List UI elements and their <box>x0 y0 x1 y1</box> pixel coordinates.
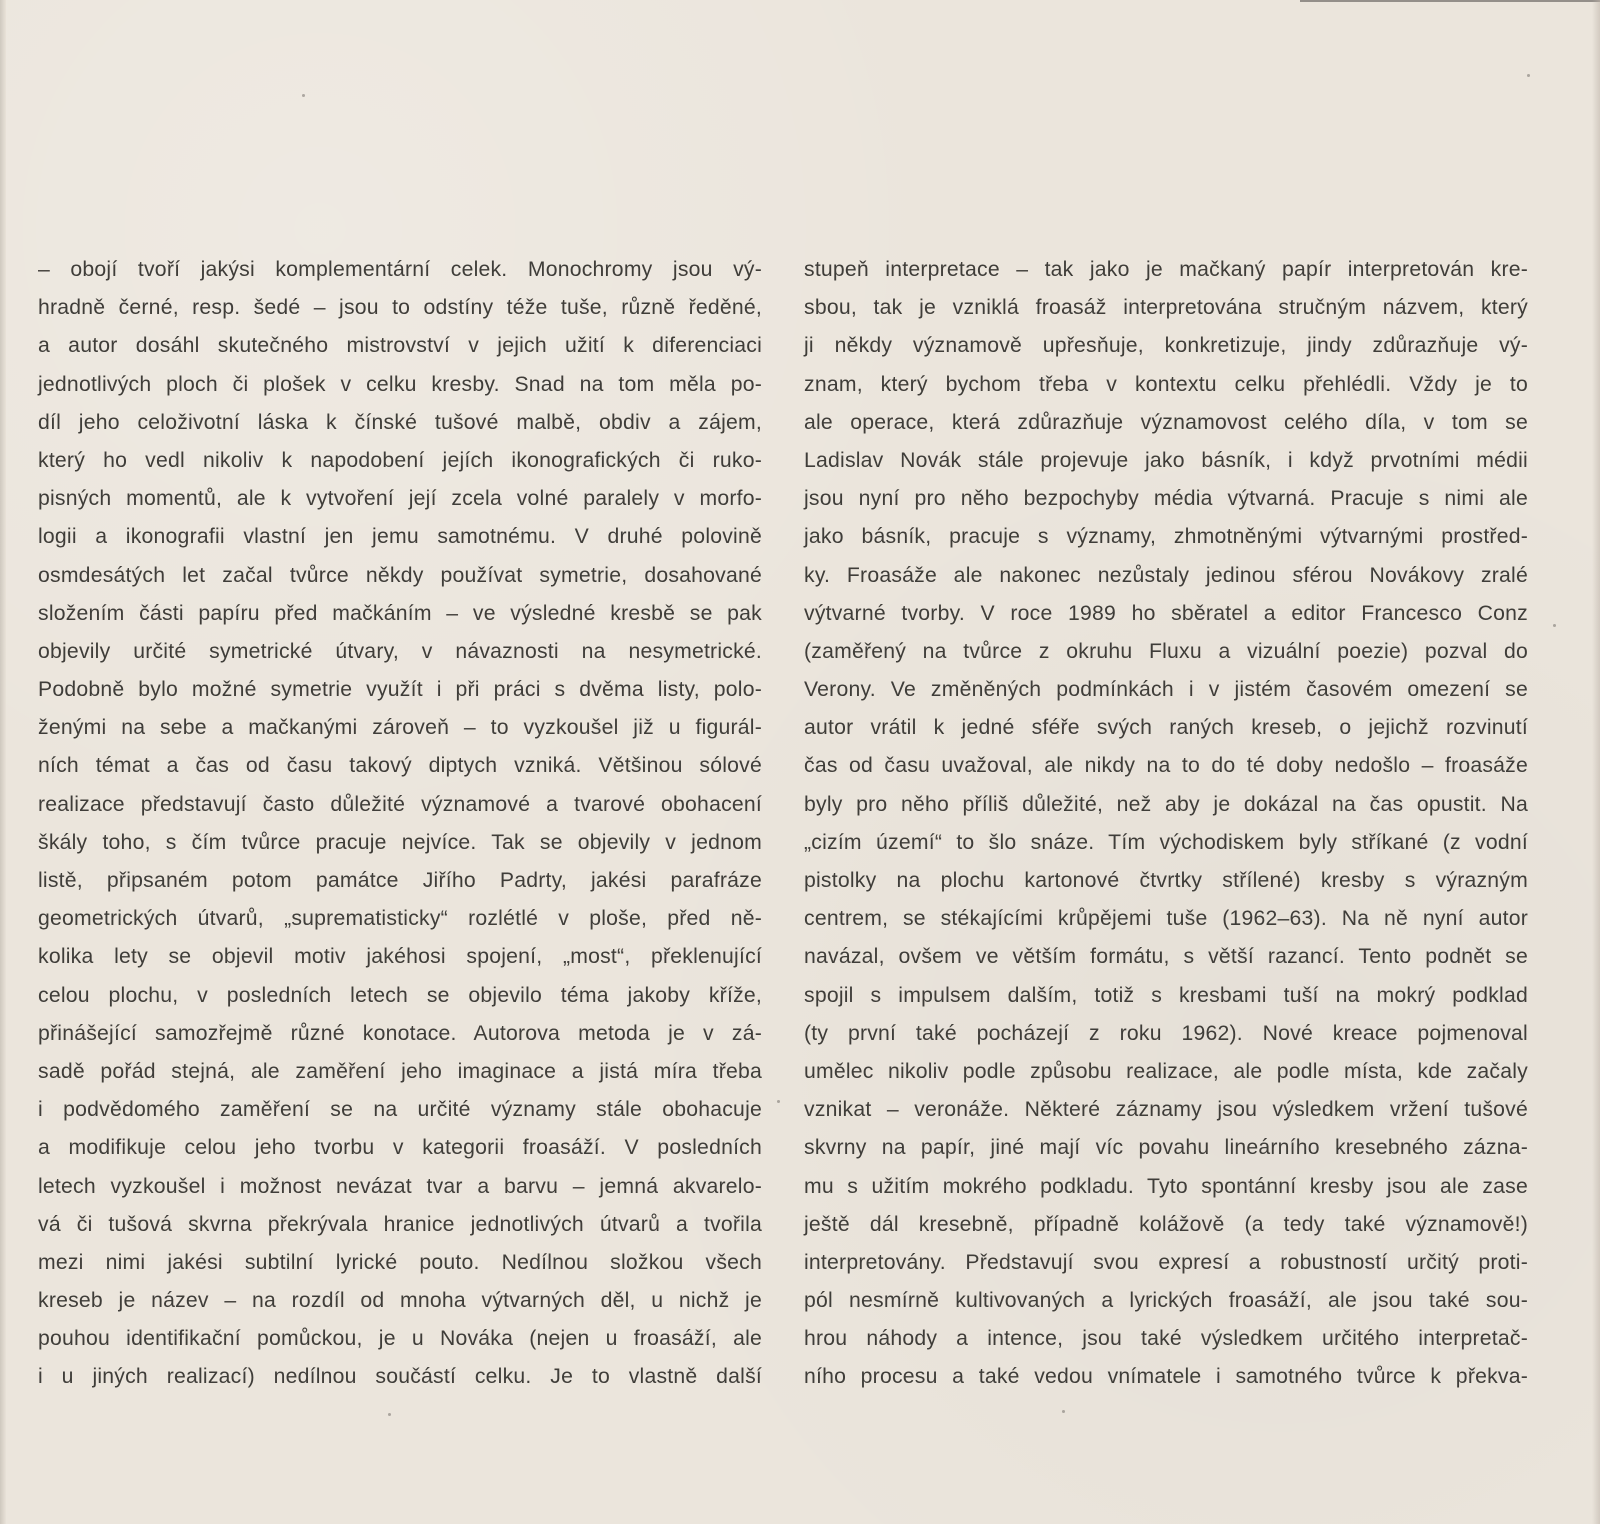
right-column-line-26: ještě dál kresebně, případně kolážově (a tedy také významově!) <box>804 1212 1528 1236</box>
left-column-line-12: Podobně bylo možné symetrie využít i při práci s dvěma listy, polo- <box>38 678 762 702</box>
left-column-line-7: pisných momentů, ale k vytvoření její zcela volné paralely v morfo- <box>38 487 762 511</box>
right-column-line-25: mu s užitím mokrého podkladu. Tyto spontánní kresby jsou ale zase <box>804 1174 1528 1198</box>
left-column-line-6: který ho vedl nikoliv k napodobení jejích ikonografických či ruko- <box>38 448 762 472</box>
left-page-edge-shadow <box>0 0 6 1524</box>
left-column-line-15: realizace představují často důležité významové a tvarové obohacení <box>38 792 762 816</box>
right-page-edge-shadow <box>1592 0 1600 1524</box>
left-column-line-19: kolika lety se objevil motiv jakéhosi spojení, „most“, překlenující <box>38 945 762 969</box>
right-column-line-18: centrem, se stékajícími krůpějemi tuše (1962–63). Na ně nyní autor <box>804 907 1528 931</box>
right-column-line-15: byly pro něho příliš důležité, než aby je dokázal na čas opustit. Na <box>804 792 1528 816</box>
right-column-line-12: Verony. Ve změněných podmínkách i v jistém časovém omezení se <box>804 678 1528 702</box>
left-column-line-28: kreseb je název – na rozdíl od mnoha výtvarných děl, u nichž je <box>38 1289 762 1313</box>
paper-speck <box>1527 74 1530 77</box>
left-column-line-16: škály toho, s čím tvůrce pracuje nejvíce. Tak se objevily v jednom <box>38 830 762 854</box>
paper-speck <box>1553 624 1556 627</box>
left-column-line-29: pouhou identifikační pomůckou, je u Nováka (nejen u froasáží, ale <box>38 1327 762 1351</box>
left-column-line-5: díl jeho celoživotní láska k čínské tušové malbě, obdiv a zájem, <box>38 410 762 434</box>
left-column-line-22: sadě pořád stejná, ale zaměření jeho imaginace a jistá míra třeba <box>38 1059 762 1083</box>
right-text-column <box>804 251 1528 1397</box>
left-column-line-21: přinášející samozřejmě různé konotace. Autorova metoda je v zá- <box>38 1021 762 1045</box>
right-column-line-4: znam, který bychom třeba v kontextu celku přehlédli. Vždy je to <box>804 372 1528 396</box>
left-column-line-20: celou plochu, v posledních letech se objevilo téma jakoby kříže, <box>38 983 762 1007</box>
left-column-line-10: složením části papíru před mačkáním – ve výsledné kresbě se pak <box>38 601 762 625</box>
right-column-line-3: ji někdy významově upřesňuje, konkretizuje, jindy zdůrazňuje vý- <box>804 334 1528 358</box>
right-column-line-24: skvrny na papír, jiné mají víc povahu lineárního kresebného zázna- <box>804 1136 1528 1160</box>
right-column-line-2: sbou, tak je vzniklá froasáž interpretována stručným názvem, který <box>804 296 1528 320</box>
left-column-line-17: listě, připsaném potom památce Jiřího Padrty, jakési parafráze <box>38 869 762 892</box>
right-column-line-6: Ladislav Novák stále projevuje jako básník, i když prvotními médii <box>804 448 1528 472</box>
left-text-column <box>38 251 762 1397</box>
left-column-line-14: ních témat a čas od času takový diptych vzniká. Většinou sólové <box>38 754 762 778</box>
right-column-line-13: autor vrátil k jedné sféře svých raných kreseb, o jejichž rozvinutí <box>804 716 1528 740</box>
right-column-line-10: výtvarné tvorby. V roce 1989 ho sběratel a editor Francesco Conz <box>804 601 1528 625</box>
left-column-line-24: a modifikuje celou jeho tvorbu v kategorii froasáží. V posledních <box>38 1136 762 1160</box>
right-column-line-29: hrou náhody a intence, jsou také výsledkem určitého interpretač- <box>804 1327 1528 1351</box>
paper-speck <box>388 1413 391 1416</box>
left-column-line-2: hradně černé, resp. šedé – jsou to odstíny téže tuše, různě ředěné, <box>38 296 762 320</box>
right-column-line-30: ního procesu a také vedou vnímatele i samotného tvůrce k překva- <box>804 1365 1528 1389</box>
left-column-line-1: – obojí tvoří jakýsi komplementární celek. Monochromy jsou vý- <box>38 258 762 281</box>
right-column-line-19: navázal, ovšem ve větším formátu, s větší razancí. Tento podnět se <box>804 945 1528 969</box>
left-column-line-30: i u jiných realizací) nedílnou součástí celku. Je to vlastně další <box>38 1365 762 1389</box>
right-column-line-17: pistolky na plochu kartonové čtvrtky střílené) kresby s výrazným <box>804 869 1528 892</box>
top-page-edge-line <box>1300 0 1600 2</box>
right-column-line-1: stupeň interpretace – tak jako je mačkaný papír interpretován kre- <box>804 258 1528 281</box>
right-column-line-16: „cizím území“ to šlo snáze. Tím východiskem byly stříkané (z vodní <box>804 830 1528 854</box>
right-column-line-20: spojil s impulsem dalším, totiž s kresbami tuší na mokrý podklad <box>804 983 1528 1007</box>
right-column-line-11: (zaměřený na tvůrce z okruhu Fluxu a vizuální poezie) pozval do <box>804 639 1528 663</box>
left-column-line-26: vá či tušová skvrna překrývala hranice jednotlivých útvarů a tvořila <box>38 1212 762 1236</box>
paper-speck <box>302 94 305 97</box>
paper-speck <box>1062 1410 1065 1413</box>
left-column-line-11: objevily určité symetrické útvary, v návaznosti na nesymetrické. <box>38 639 762 663</box>
right-column-line-21: (ty první také pocházejí z roku 1962). Nové kreace pojmenoval <box>804 1021 1528 1045</box>
left-column-line-27: mezi nimi jakési subtilní lyrické pouto. Nedílnou složkou všech <box>38 1250 762 1274</box>
right-column-line-22: umělec nikoliv podle způsobu realizace, ale podle místa, kde začaly <box>804 1059 1528 1083</box>
right-column-line-7: jsou nyní pro něho bezpochyby média výtvarná. Pracuje s nimi ale <box>804 487 1528 511</box>
right-column-line-27: interpretovány. Představují svou expresí a robustností určitý proti- <box>804 1250 1528 1274</box>
left-column-line-13: ženými na sebe a mačkanými zároveň – to vyzkoušel již u figurál- <box>38 716 762 740</box>
left-column-line-23: i podvědomého zaměření se na určité významy stále obohacuje <box>38 1098 762 1122</box>
right-column-line-23: vznikat – veronáže. Některé záznamy jsou výsledkem vržení tušové <box>804 1098 1528 1122</box>
right-column-line-14: čas od času uvažoval, ale nikdy na to do té doby nedošlo – froasáže <box>804 754 1528 778</box>
paper-speck <box>777 1100 780 1103</box>
left-column-line-8: logii a ikonografii vlastní jen jemu samotnému. V druhé polovině <box>38 525 762 549</box>
right-column-line-9: ky. Froasáže ale nakonec nezůstaly jedinou sférou Novákovy zralé <box>804 563 1528 587</box>
left-column-line-3: a autor dosáhl skutečného mistrovství v jejich užití k diferenciaci <box>38 334 762 358</box>
left-column-line-9: osmdesátých let začal tvůrce někdy používat symetrie, dosahované <box>38 563 762 587</box>
right-column-line-5: ale operace, která zdůrazňuje významovost celého díla, v tom se <box>804 410 1528 434</box>
right-column-line-28: pól nesmírně kultivovaných a lyrických froasáží, ale jsou také sou- <box>804 1289 1528 1313</box>
left-column-line-18: geometrických útvarů, „suprematisticky“ rozlétlé v ploše, před ně- <box>38 907 762 931</box>
left-column-line-25: letech vyzkoušel i možnost nevázat tvar a barvu – jemná akvarelo- <box>38 1174 762 1198</box>
left-column-line-4: jednotlivých ploch či plošek v celku kresby. Snad na tom měla po- <box>38 372 762 396</box>
right-column-line-8: jako básník, pracuje s významy, zhmotněnými výtvarnými prostřed- <box>804 525 1528 549</box>
